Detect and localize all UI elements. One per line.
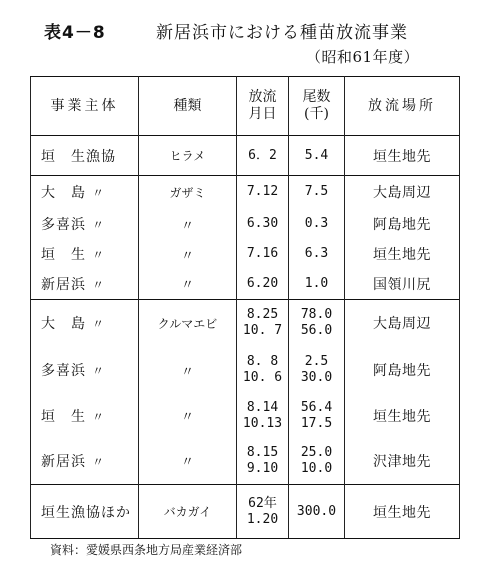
cell-value: 5.4 (304, 147, 329, 163)
date-cell (237, 485, 289, 539)
count-cell (289, 438, 345, 485)
species-cell: バカガイ (139, 485, 237, 539)
cell-value: 10. 7 (242, 323, 283, 339)
ditto-mark: 〃 (92, 454, 106, 469)
entity-name: 垣 生 (41, 408, 86, 425)
cell-value: 8.25 (246, 307, 279, 323)
place-cell: 沢津地先 (345, 438, 460, 485)
count-cell (289, 300, 345, 347)
species-cell: 〃 (139, 269, 237, 300)
header-row (31, 77, 460, 136)
table-row (31, 269, 460, 300)
place-cell: 大島周辺 (345, 300, 460, 347)
cell-value: 10.13 (242, 415, 283, 431)
cell-value: 17.5 (300, 415, 333, 431)
cell-value: 56.0 (300, 323, 333, 339)
count-cell (289, 394, 345, 438)
column-header-text: 放流場所 (368, 97, 436, 114)
place-cell: 阿島地先 (345, 347, 460, 394)
entity-cell (31, 209, 139, 240)
entity-name: 新居浜 (41, 276, 86, 293)
table-name: 新居浜市における種苗放流事業 (156, 23, 408, 43)
date-cell (237, 136, 289, 176)
column-header (139, 77, 237, 136)
place-cell: 大島周辺 (345, 176, 460, 209)
date-cell (237, 209, 289, 240)
table-row (31, 438, 460, 485)
cell-value: 30.0 (300, 370, 333, 385)
cell-value: 6.30 (246, 216, 279, 231)
table-row (31, 209, 460, 240)
entity-name: 大 島 (41, 316, 86, 333)
column-header-text: 尾数 (302, 89, 331, 105)
place-cell: 国領川尻 (345, 269, 460, 300)
date-cell (237, 438, 289, 485)
source-note: 資料：愛媛県西条地方局産業経済部 (50, 543, 243, 557)
entity-cell (31, 438, 139, 485)
species-cell: ガザミ (139, 176, 237, 209)
entity-name: 新居浜 (41, 453, 86, 470)
ditto-mark: 〃 (92, 409, 106, 424)
column-header (237, 77, 289, 136)
entity-name: 多喜浜 (41, 363, 86, 379)
entity-name: 垣 生漁協 (41, 148, 116, 165)
column-header-text: 種類 (173, 97, 202, 114)
cell-value: 0.3 (304, 216, 329, 231)
cell-value: 8.14 (246, 399, 279, 415)
cell-value: 6.20 (246, 275, 279, 291)
cell-value: 78.0 (300, 307, 333, 323)
cell-value: 2.5 (304, 354, 329, 369)
cell-value: 10. 6 (242, 370, 283, 385)
date-cell (237, 176, 289, 209)
cell-value: 8.15 (246, 444, 279, 460)
table-title (44, 14, 464, 44)
cell-value: 9.10 (246, 460, 279, 476)
species-cell: 〃 (139, 347, 237, 394)
ditto-mark: 〃 (92, 248, 106, 262)
count-cell (289, 209, 345, 240)
column-header-text: 事業主体 (50, 97, 119, 114)
entity-cell (31, 485, 139, 539)
species-cell: 〃 (139, 394, 237, 438)
count-cell (289, 269, 345, 300)
date-cell (237, 300, 289, 347)
place-cell: 垣生地先 (345, 485, 460, 539)
date-cell (237, 394, 289, 438)
table-row (31, 485, 460, 539)
species-cell: クルマエビ (139, 300, 237, 347)
cell-value: 10.0 (300, 460, 333, 476)
cell-value: 300.0 (296, 503, 337, 519)
species-cell: 〃 (139, 240, 237, 269)
species-cell: ヒラメ (139, 136, 237, 176)
cell-value: 6.3 (304, 246, 329, 261)
entity-cell (31, 269, 139, 300)
entity-cell (31, 176, 139, 209)
cell-value: 7.12 (246, 184, 279, 200)
place-cell: 阿島地先 (345, 209, 460, 240)
column-header (31, 77, 139, 136)
cell-value: 25.0 (300, 444, 333, 460)
entity-name: 大 島 (41, 185, 86, 202)
cell-value: 8. 8 (246, 354, 279, 369)
entity-cell (31, 394, 139, 438)
ditto-mark: 〃 (92, 364, 106, 378)
cell-value: 1.0 (304, 275, 329, 291)
entity-cell (31, 347, 139, 394)
ditto-mark: 〃 (92, 277, 106, 292)
table-row (31, 136, 460, 176)
date-cell (237, 269, 289, 300)
species-cell: 〃 (139, 438, 237, 485)
table-number: 表4－8 (44, 23, 106, 43)
column-header (289, 77, 345, 136)
place-cell: 垣生地先 (345, 394, 460, 438)
cell-value: 56.4 (300, 399, 333, 415)
cell-value: 7.5 (304, 184, 329, 200)
fiscal-year: （昭和61年度） (306, 48, 420, 66)
place-cell: 垣生地先 (345, 136, 460, 176)
place-cell: 垣生地先 (345, 240, 460, 269)
count-cell (289, 347, 345, 394)
table-row (31, 394, 460, 438)
count-cell (289, 136, 345, 176)
ditto-mark: 〃 (92, 186, 106, 201)
table-row (31, 176, 460, 209)
count-cell (289, 176, 345, 209)
ditto-mark: 〃 (92, 218, 106, 232)
entity-name: 垣生漁協ほか (41, 504, 131, 521)
table-body (31, 136, 460, 539)
entity-name: 垣 生 (41, 247, 86, 263)
cell-value: 62年 (248, 495, 277, 511)
table-row (31, 347, 460, 394)
entity-cell (31, 240, 139, 269)
species-cell: 〃 (139, 209, 237, 240)
entity-name: 多喜浜 (41, 217, 86, 233)
column-header-text: 月日 (248, 106, 277, 122)
column-header-text: (千) (304, 106, 329, 122)
count-cell (289, 485, 345, 539)
entity-cell (31, 300, 139, 347)
cell-value: 6．2 (248, 147, 277, 163)
ditto-mark: 〃 (92, 317, 106, 332)
release-table (30, 76, 460, 539)
count-cell (289, 240, 345, 269)
cell-value: 1.20 (246, 511, 279, 527)
date-cell (237, 240, 289, 269)
table-row (31, 240, 460, 269)
cell-value: 7.16 (246, 246, 279, 261)
entity-cell (31, 136, 139, 176)
table-row (31, 300, 460, 347)
column-header (345, 77, 460, 136)
column-header-text: 放流 (248, 89, 277, 105)
date-cell (237, 347, 289, 394)
